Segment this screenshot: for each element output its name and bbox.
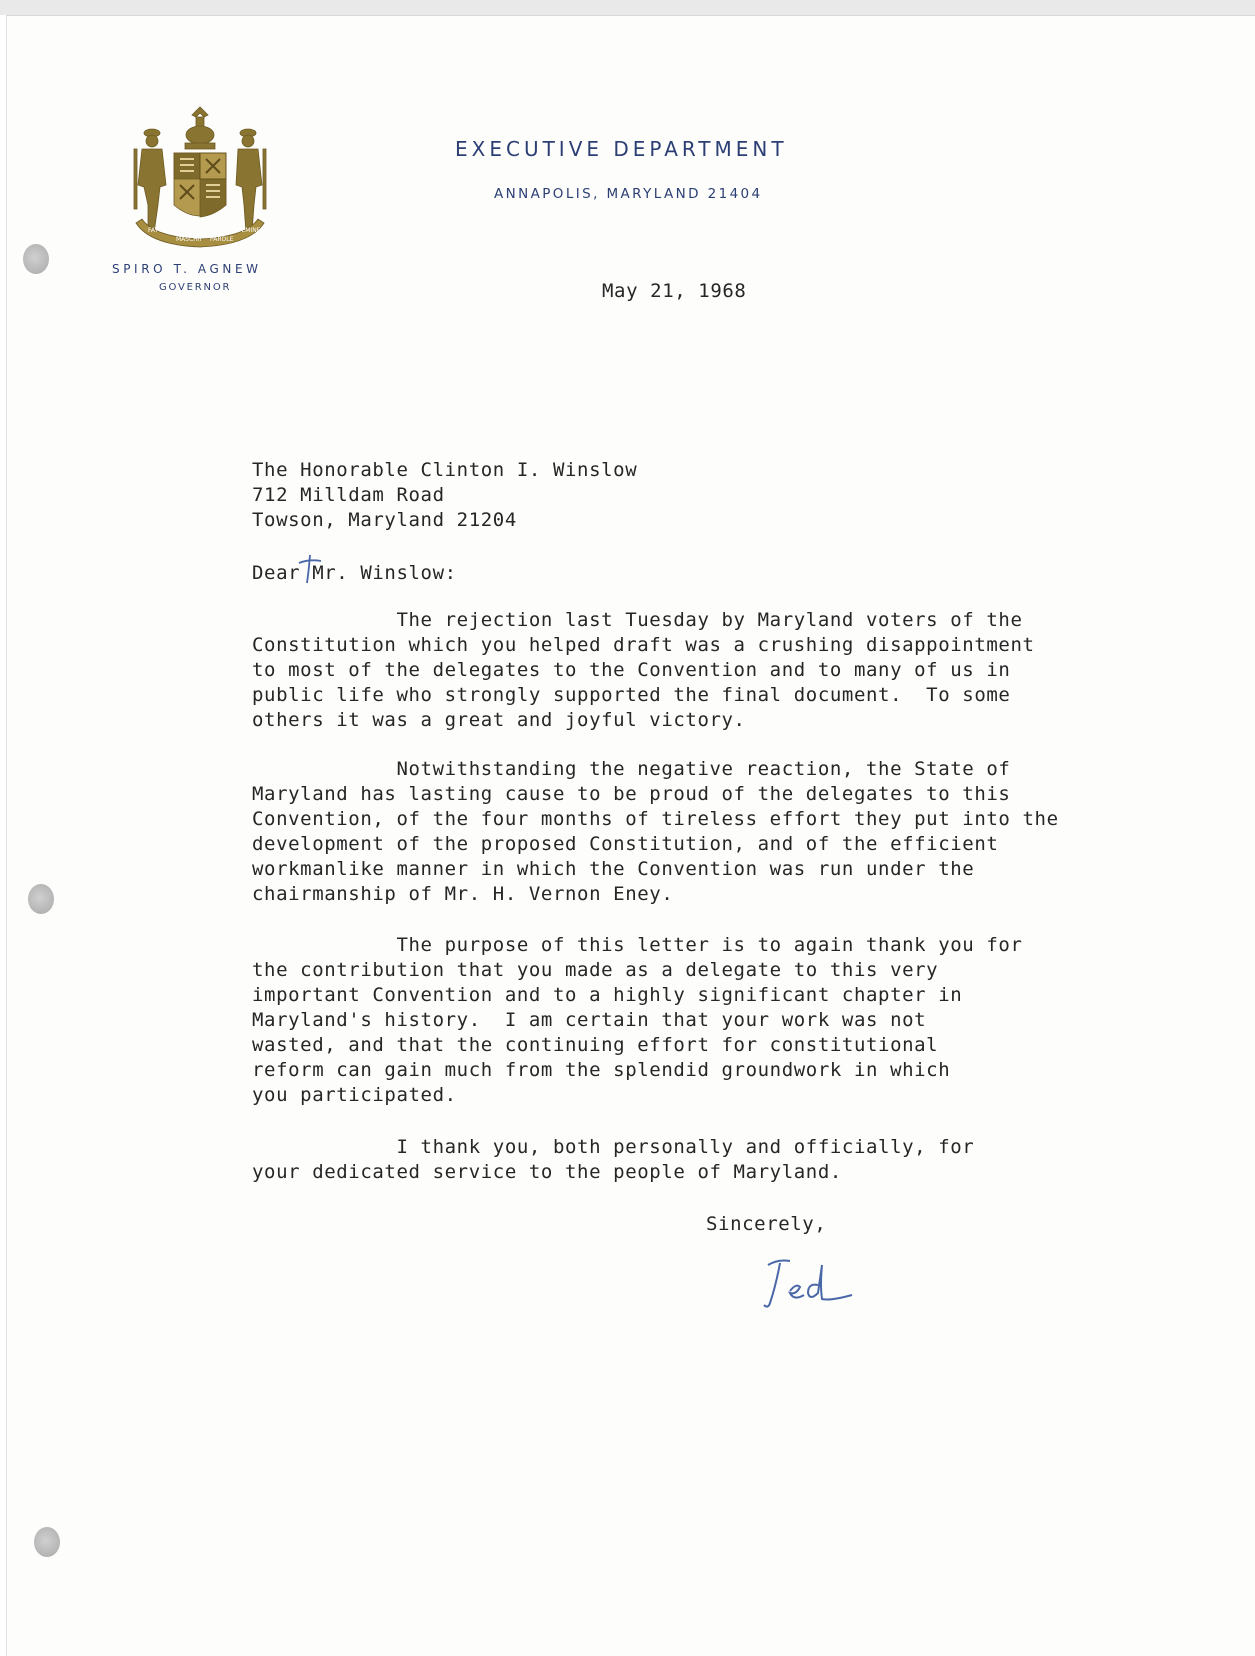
- paragraph-line: reform can gain much from the splendid groundwork in which: [252, 1059, 951, 1081]
- paragraph-line: Maryland's history. I am certain that your work was not: [252, 1009, 927, 1031]
- recipient-name: The Honorable Clinton I. Winslow: [252, 459, 638, 481]
- paragraph-line: chairmanship of Mr. H. Vernon Eney.: [252, 883, 674, 905]
- svg-text:PAROLE: PAROLE: [210, 236, 234, 243]
- hole-punch-middle: [28, 884, 54, 914]
- recipient-city: Towson, Maryland 21204: [252, 509, 517, 531]
- hole-punch-top: [23, 244, 49, 274]
- letterhead-city: ANNAPOLIS, MARYLAND 21404: [494, 186, 763, 202]
- paragraph-line: your dedicated service to the people of Maryland.: [252, 1161, 842, 1183]
- scan-top-edge: [0, 0, 1255, 15]
- paragraph-line: to most of the delegates to the Convention and to many of us in: [252, 659, 1011, 681]
- paragraph-line: I thank you, both personally and officially, for: [252, 1136, 975, 1158]
- maryland-seal-icon: [130, 105, 270, 250]
- paragraph-line: public life who strongly supported the final document. To some: [252, 684, 1011, 706]
- paragraph-line: the contribution that you made as a delegate to this very: [252, 959, 939, 981]
- letter-date: May 21, 1968: [602, 280, 747, 302]
- paragraph-line: important Convention and to a highly significant chapter in: [252, 984, 963, 1006]
- paragraph-line: others it was a great and joyful victory.: [252, 709, 746, 731]
- paragraph-line: The purpose of this letter is to again thank you for: [252, 934, 1023, 956]
- svg-text:MASCHII: MASCHII: [176, 236, 202, 243]
- hole-punch-bottom: [34, 1527, 60, 1557]
- paragraph-line: Constitution which you helped draft was a crushing disappointment: [252, 634, 1035, 656]
- paragraph-line: you participated.: [252, 1084, 457, 1106]
- salutation: Dear Mr. Winslow:: [252, 562, 457, 584]
- recipient-street: 712 Milldam Road: [252, 484, 445, 506]
- paragraph-line: Notwithstanding the negative reaction, the State of: [252, 758, 1011, 780]
- letterhead-department: EXECUTIVE DEPARTMENT: [455, 137, 788, 161]
- handwritten-signature: [760, 1255, 860, 1315]
- paragraph-line: workmanlike manner in which the Convention was run under the: [252, 858, 975, 880]
- letterhead-governor-title: GOVERNOR: [159, 282, 232, 293]
- svg-text:FATTI: FATTI: [148, 227, 164, 234]
- svg-text:FEMINE: FEMINE: [238, 227, 261, 234]
- letterhead-governor-name: SPIRO T. AGNEW: [112, 262, 262, 276]
- handwritten-correction-mark: [295, 553, 325, 587]
- closing: Sincerely,: [706, 1213, 827, 1235]
- paragraph-line: Maryland has lasting cause to be proud of the delegates to this: [252, 783, 1011, 805]
- paragraph-line: wasted, and that the continuing effort for constitutional: [252, 1034, 939, 1056]
- paragraph-line: The rejection last Tuesday by Maryland voters of the: [252, 609, 1023, 631]
- paragraph-line: Convention, of the four months of tireless effort they put into the: [252, 808, 1059, 830]
- paragraph-line: development of the proposed Constitution, and of the efficient: [252, 833, 999, 855]
